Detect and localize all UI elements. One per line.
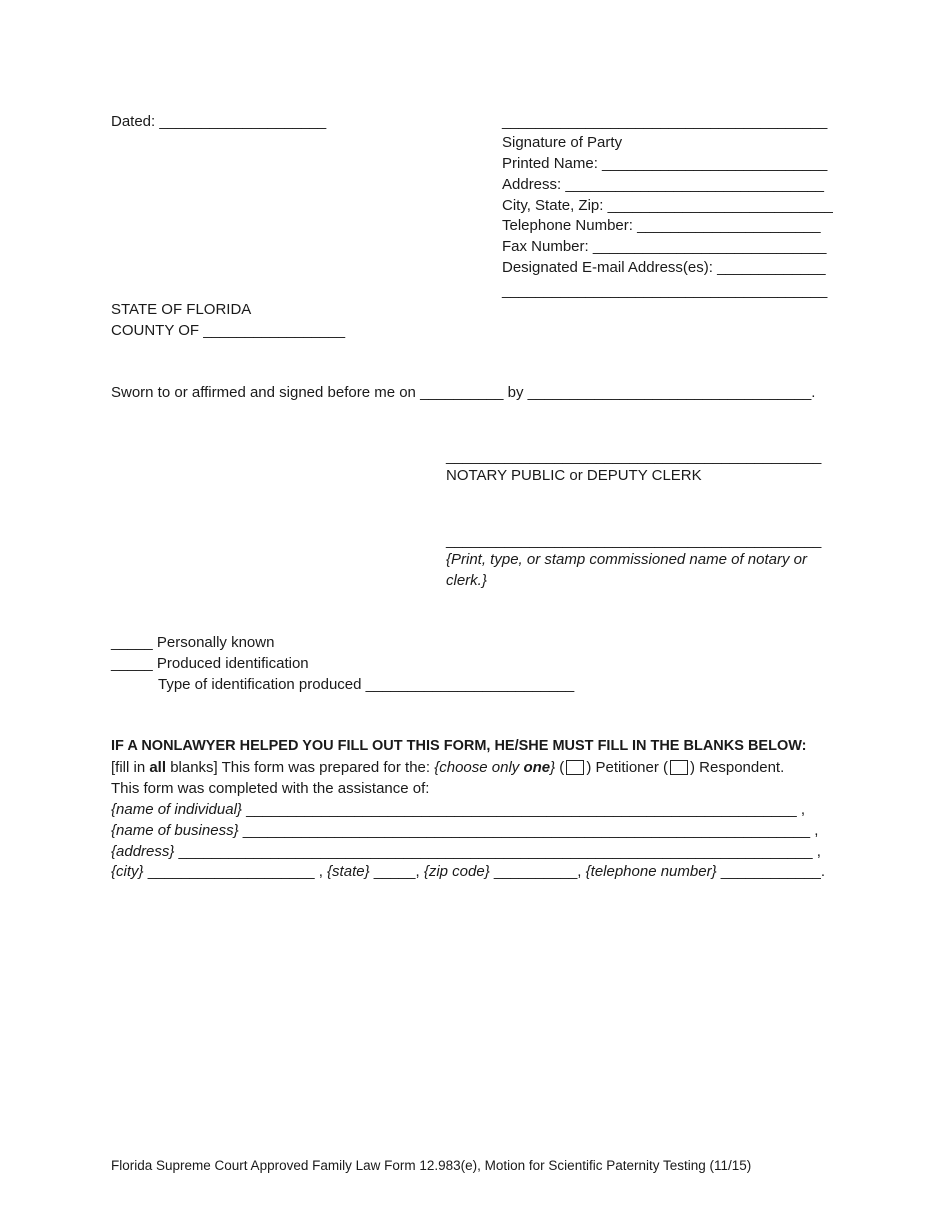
sworn-statement[interactable]: Sworn to or affirmed and signed before me on __________ by __________________________________. bbox=[111, 384, 816, 401]
choose-close: } bbox=[550, 759, 556, 776]
prepared-for-line bbox=[111, 757, 784, 778]
signature-line[interactable]: _______________________________________ bbox=[502, 113, 828, 130]
phone-line[interactable]: ____________. bbox=[716, 863, 826, 880]
fill-suffix: blanks] This form was prepared for the: bbox=[166, 759, 435, 776]
fax-field[interactable]: Fax Number: ____________________________ bbox=[502, 238, 827, 255]
email-extra-line[interactable]: _______________________________________ bbox=[502, 282, 828, 299]
email-field[interactable]: Designated E-mail Address(es): _____________ bbox=[502, 259, 826, 276]
notary-signature-line[interactable]: _____________________________________________ bbox=[446, 448, 822, 465]
fill-prefix: [fill in bbox=[111, 759, 150, 776]
telephone-field[interactable]: Telephone Number: ______________________ bbox=[502, 217, 821, 234]
choose-only: {choose only bbox=[434, 759, 524, 776]
notary-name-instruction: {Print, type, or stamp commissioned name of notary or bbox=[446, 551, 807, 568]
state-label-small: {state} bbox=[327, 863, 370, 880]
open-paren: ( bbox=[555, 759, 565, 776]
city-line[interactable]: ____________________ , bbox=[143, 863, 328, 880]
notary-name-line[interactable]: _____________________________________________ bbox=[446, 532, 822, 549]
city-state-zip-field[interactable]: City, State, Zip: ___________________________ bbox=[502, 197, 833, 214]
signature-label: Signature of Party bbox=[502, 134, 623, 151]
business-label: {name of business} bbox=[111, 822, 239, 839]
city-label: {city} bbox=[111, 863, 144, 880]
individual-row[interactable] bbox=[111, 799, 805, 820]
state-line[interactable]: _____, bbox=[369, 863, 424, 880]
county-field[interactable]: COUNTY OF _________________ bbox=[111, 322, 346, 339]
address-label: {address} bbox=[111, 843, 175, 860]
zip-line[interactable]: __________, bbox=[489, 863, 586, 880]
petitioner-checkbox[interactable] bbox=[566, 760, 584, 775]
id-type-field[interactable]: Type of identification produced _________________________ bbox=[158, 676, 575, 693]
respondent-label: ) Respondent. bbox=[690, 759, 785, 776]
printed-name-field[interactable]: Printed Name: ___________________________ bbox=[502, 155, 828, 172]
produced-id-option[interactable]: _____ Produced identification bbox=[111, 655, 309, 672]
phone-label: {telephone number} bbox=[585, 863, 717, 880]
fill-all: all bbox=[149, 759, 167, 776]
business-row[interactable] bbox=[111, 820, 818, 841]
individual-line[interactable]: __________________________________________________________________ , bbox=[241, 801, 806, 818]
individual-label: {name of individual} bbox=[111, 801, 242, 818]
respondent-checkbox[interactable] bbox=[670, 760, 688, 775]
city-row[interactable] bbox=[111, 861, 825, 882]
notary-name-instruction-cont: clerk.} bbox=[446, 572, 487, 589]
address-field[interactable]: Address: _______________________________ bbox=[502, 176, 824, 193]
dated-line[interactable]: Dated: ____________________ bbox=[111, 113, 327, 130]
notary-label: NOTARY PUBLIC or DEPUTY CLERK bbox=[446, 467, 702, 484]
state-label: STATE OF FLORIDA bbox=[111, 301, 252, 318]
petitioner-label: ) Petitioner ( bbox=[586, 759, 669, 776]
choose-one: one bbox=[523, 759, 551, 776]
footer-text: Florida Supreme Court Approved Family Law Form 12.983(e), Motion for Scientific Paternity Testing (11/15) bbox=[111, 1158, 752, 1173]
personally-known-option[interactable]: _____ Personally known bbox=[111, 634, 275, 651]
completed-with-label: This form was completed with the assistance of: bbox=[111, 780, 430, 797]
nonlawyer-heading: IF A NONLAWYER HELPED YOU FILL OUT THIS FORM, HE/SHE MUST FILL IN THE BLANKS BELOW: bbox=[111, 738, 807, 754]
address-row[interactable] bbox=[111, 841, 821, 862]
zip-label: {zip code} bbox=[423, 863, 490, 880]
address-line[interactable]: ____________________________________________________________________________ , bbox=[174, 843, 821, 860]
business-line[interactable]: ____________________________________________________________________ , bbox=[238, 822, 819, 839]
